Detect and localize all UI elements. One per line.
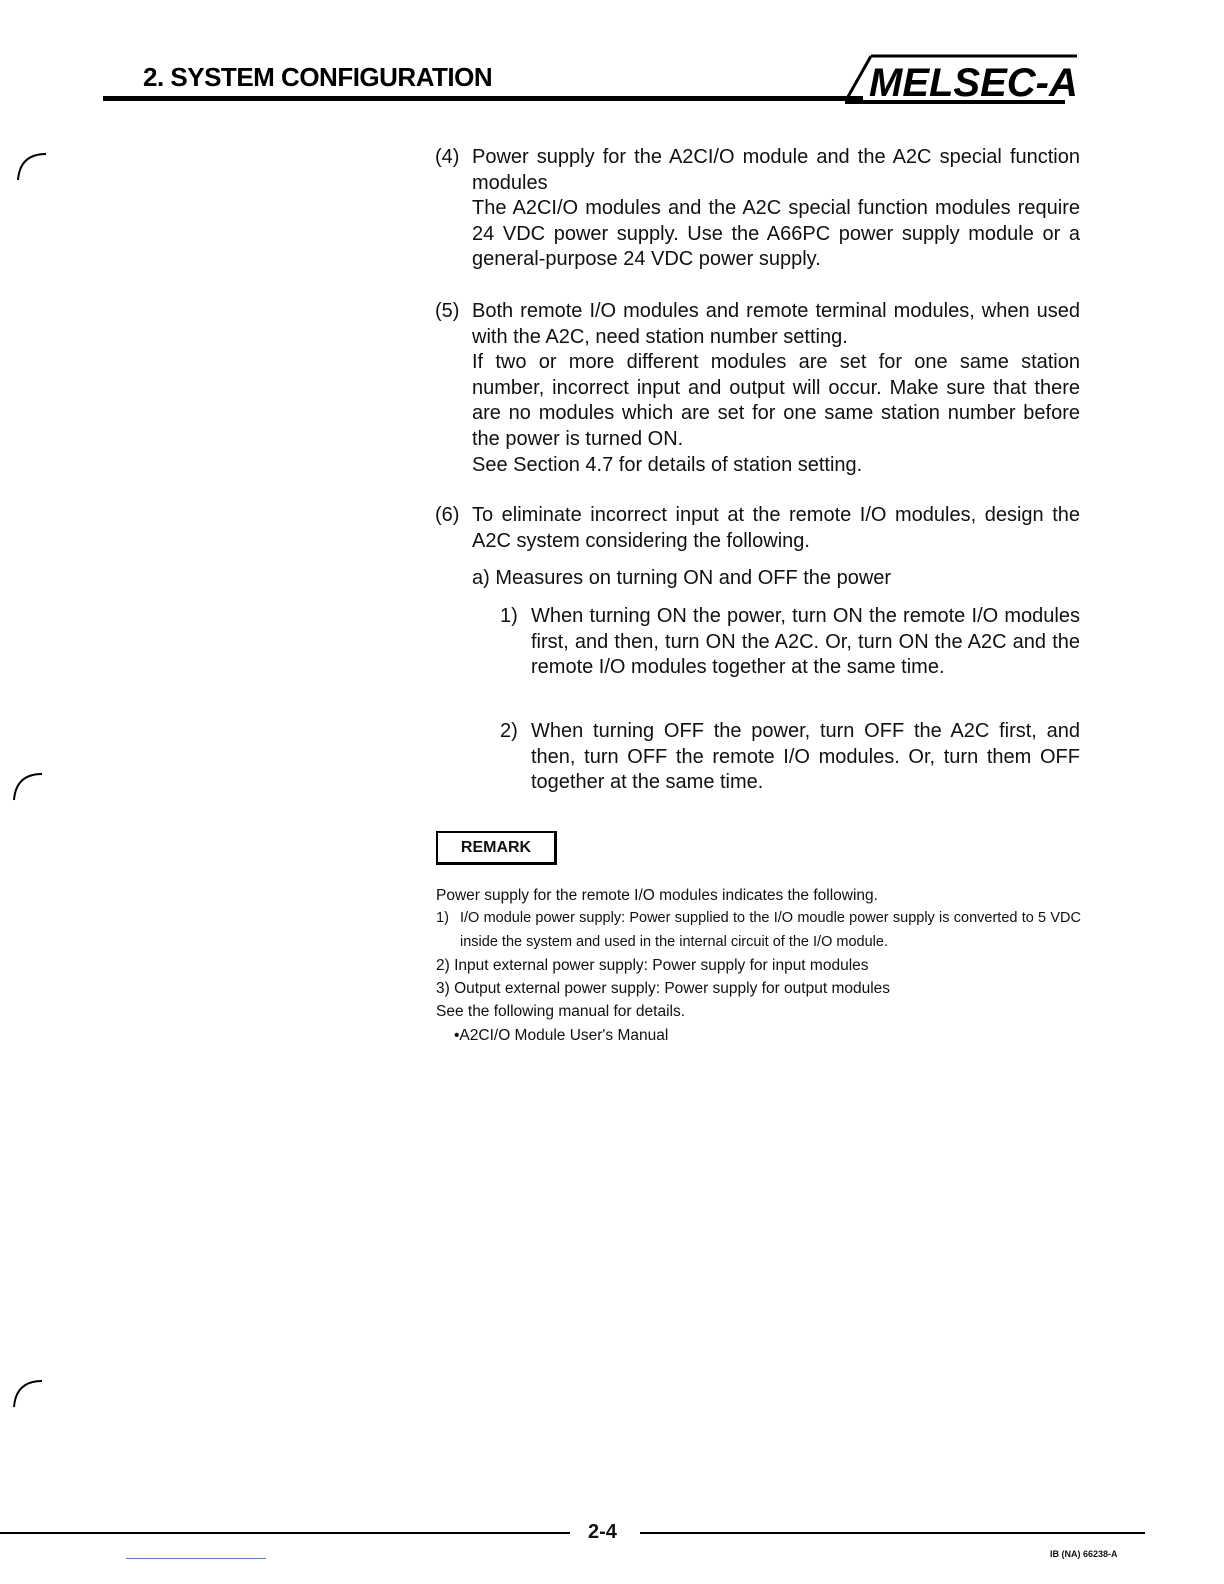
remark-body <box>436 884 1081 1047</box>
remark-item-2: 2) Input external power supply: Power supply for input modules <box>436 956 869 974</box>
footer-rule-right <box>640 1532 1145 1534</box>
page-number: 2-4 <box>588 1521 617 1543</box>
sub-step-1 <box>500 604 1080 708</box>
step-text: When turning OFF the power, turn OFF the A2C first, and then, turn OFF the remote I/O modules. Or, turn them OFF together at the same time. <box>531 720 1080 794</box>
sub-item-a: a) Measures on turning ON and OFF the power <box>472 567 892 589</box>
scan-artifact-line <box>126 1558 266 1559</box>
melsec-logo <box>845 50 1090 112</box>
step-number: 1) <box>500 605 518 627</box>
item-6 <box>435 503 1080 555</box>
document-code: IB (NA) 66238-A <box>1050 1549 1118 1559</box>
item-heading: To eliminate incorrect input at the remote I/O modules, design the A2C system considering the following. <box>472 504 1080 552</box>
item-paragraph: See Section 4.7 for details of station setting. <box>472 453 863 476</box>
remark-label: REMARK <box>436 831 557 865</box>
header-rule <box>103 96 863 101</box>
item-5 <box>435 299 1080 479</box>
item-number: (6) <box>435 504 460 526</box>
item-paragraph: The A2CI/O modules and the A2C special function modules require 24 VDC power supply. Use the A66PC power supply module or a general-purpose 24 VDC power supply. <box>472 197 1080 271</box>
sub-step-2 <box>500 719 1080 797</box>
remark-item-3: 3) Output external power supply: Power supply for output modules <box>436 980 891 998</box>
item-4 <box>435 145 1080 275</box>
section-title: 2. SYSTEM CONFIGURATION <box>143 62 493 92</box>
step-text: When turning ON the power, turn ON the remote I/O modules first, and then, turn ON the A2C. Or, turn ON the A2C and the remote I/O modules together at the same time. <box>531 605 1080 679</box>
remark-see: See the following manual for details. <box>436 1003 686 1021</box>
binder-mark-icon <box>12 150 52 190</box>
remark-item-text: I/O module power supply: Power supplied to the I/O moudle power supply is converted to 5 VDC inside the system and used in the internal circuit of the I/O module. <box>460 910 1081 950</box>
footer-rule-left <box>0 1532 570 1534</box>
remark-item-number: 1) <box>436 910 449 927</box>
binder-mark-icon <box>8 770 48 810</box>
remark-item-1 <box>436 907 1081 954</box>
item-paragraph: If two or more different modules are set for one same station number, incorrect input and output will occur. Make sure that there are no modules which are set for one same station number before the power is turned ON. <box>472 351 1080 450</box>
binder-mark-icon <box>8 1377 48 1417</box>
step-number: 2) <box>500 720 518 742</box>
logo-text: MELSEC-A <box>869 61 1078 105</box>
remark-manual: •A2CI/O Module User's Manual <box>454 1026 669 1044</box>
item-heading: Both remote I/O modules and remote terminal modules, when used with the A2C, need station number setting. <box>472 300 1080 348</box>
item-heading: Power supply for the A2CI/O module and the A2C special function modules <box>472 146 1080 194</box>
remark-intro: Power supply for the remote I/O modules indicates the following. <box>436 887 878 904</box>
item-number: (4) <box>435 146 460 168</box>
item-number: (5) <box>435 300 460 322</box>
